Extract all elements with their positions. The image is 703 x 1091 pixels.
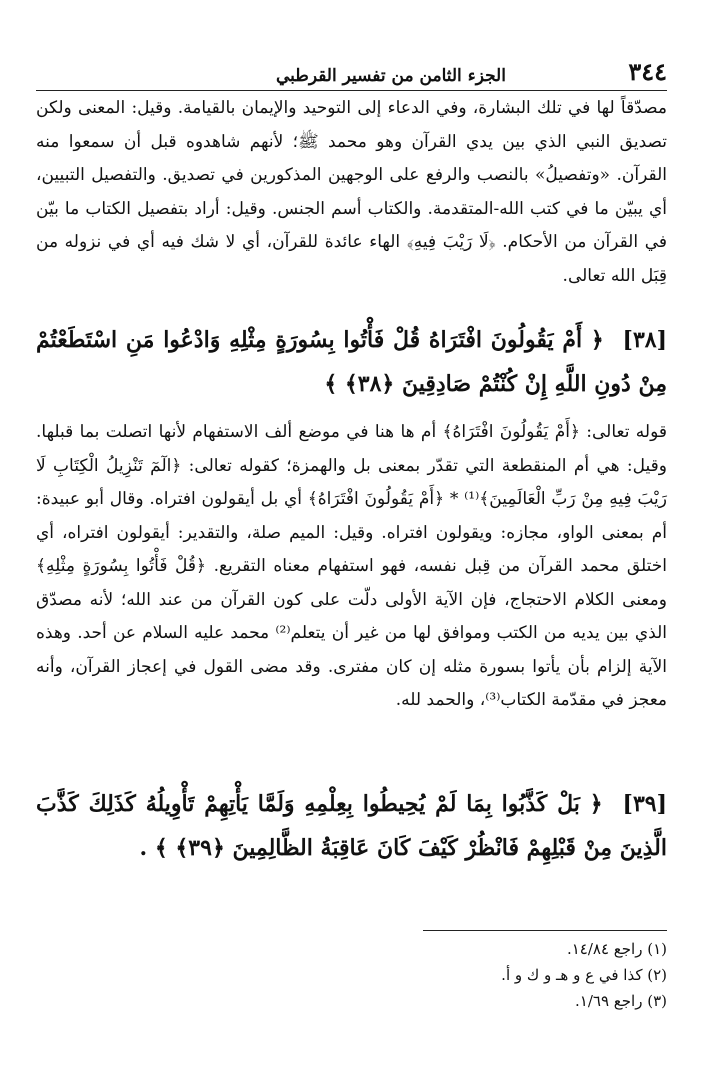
page-header [36,50,667,91]
footnotes [347,936,667,1014]
verse-38 [36,318,667,406]
verse-39-text: ﴿ بَلْ كَذَّبُوا بِمَا لَمْ يُحِيطُوا بِعِلْمِهِ وَلَمَّا يَأْتِهِمْ تَأْوِيلُهُ كَذَلِكَ كَذَّبَ الَّذِينَ مِنْ قَبْلِهِمْ فَانْظُرْ كَيْفَ كَانَ عَاقِبَةُ الظَّالِمِينَ ﴿٣٩﴾ ﴾ . [36,791,667,861]
footnote-divider [423,930,667,931]
running-title: الجزء الثامن من تفسير القرطبي [276,66,506,86]
verse-38-text: ﴿ أَمْ يَقُولُونَ افْتَرَاهُ قُلْ فَأْتُوا بِسُورَةٍ مِثْلِهِ وَادْعُوا مَنِ اسْتَطَعْتُمْ مِنْ دُونِ اللَّهِ إِنْ كُنْتُمْ صَادِقِينَ ﴿٣٨﴾ ﴾ [36,327,667,397]
footnote-item: (٣) راجع ١/٦٩. [575,992,667,1010]
verse-39-number: [٣٩] [622,791,667,817]
verse-39 [36,782,667,870]
verse-38-number: [٣٨] [622,327,667,353]
page-number: ٣٤٤ [628,57,667,86]
commentary-38: قوله تعالى: ﴿أَمْ يَقُولُونَ افْتَرَاهُ﴾ أم ها هنا في موضع ألف الاستفهام لأنها اتصلت بما قبلها. وقيل: هي أم المنقطعة التي تقدّر بمعنى بل والهمزة؛ كقوله تعالى: ﴿الٓمٓ تَنْزِيلُ الْكِتَابِ لَا رَيْبَ فِيهِ مِنْ رَبِّ الْعَالَمِينَ﴾⁽¹⁾ * ﴿أَمْ يَقُولُونَ افْتَرَاهُ﴾ أي بل أيقولون افتراه. وقال أبو عبيدة: أم بمعنى الواو، مجازه: ويقولون افتراه. وقيل: الميم صلة، والتقدير: أيقولون افتراه، أي اختلق محمد القرآن من قِبل نفسه، فهو استفهام معناه التقريع. ﴿قُلْ فَأْتُوا بِسُورَةٍ مِثْلِهِ﴾ ومعنى الكلام الاحتجاج، فإن الآية الأولى دلّت على كون القرآن من عند الله؛ لأنه مصدّق الذي بين يديه من الكتب وموافق لها من غير أن يتعلم⁽²⁾ محمد عليه السلام عن أحد. وهذه الآية إلزام بأن يأتوا بسورة مثله إن كان مفترى. وقد مضى القول في إعجاز القرآن، وأنه معجز في مقدّمة الكتاب⁽³⁾، والحمد لله. [36,422,667,710]
intro-paragraph: مصدّقاً لها في تلك البشارة، وفي الدعاء إلى التوحيد والإيمان بالقيامة. وقيل: المعنى ولكن تصديق النبي الذي بين يدي القرآن وهو محمد ﷺ؛ لأنهم شاهدوه قبل أن سمعوا منه القرآن. «وتفصيلُ» بالنصب والرفع على الوجهين المذكورين في تصديق. والتفصيل التبيين، أي يبيّن ما في كتب الله-المتقدمة. والكتاب أسم الجنس. وقيل: أراد بتفصيل الكتاب ما بيّن في القرآن من الأحكام. ﴿لَا رَيْبَ فِيهِ﴾ الهاء عائدة للقرآن، أي لا شك فيه أي في نزوله من قِبَل الله تعالى. [36,98,667,286]
footnote-item: (١) راجع ١٤/٨٤. [566,940,667,958]
footnote-item: (٢) كذا في ع و هـ و ك و أ. [501,966,667,984]
